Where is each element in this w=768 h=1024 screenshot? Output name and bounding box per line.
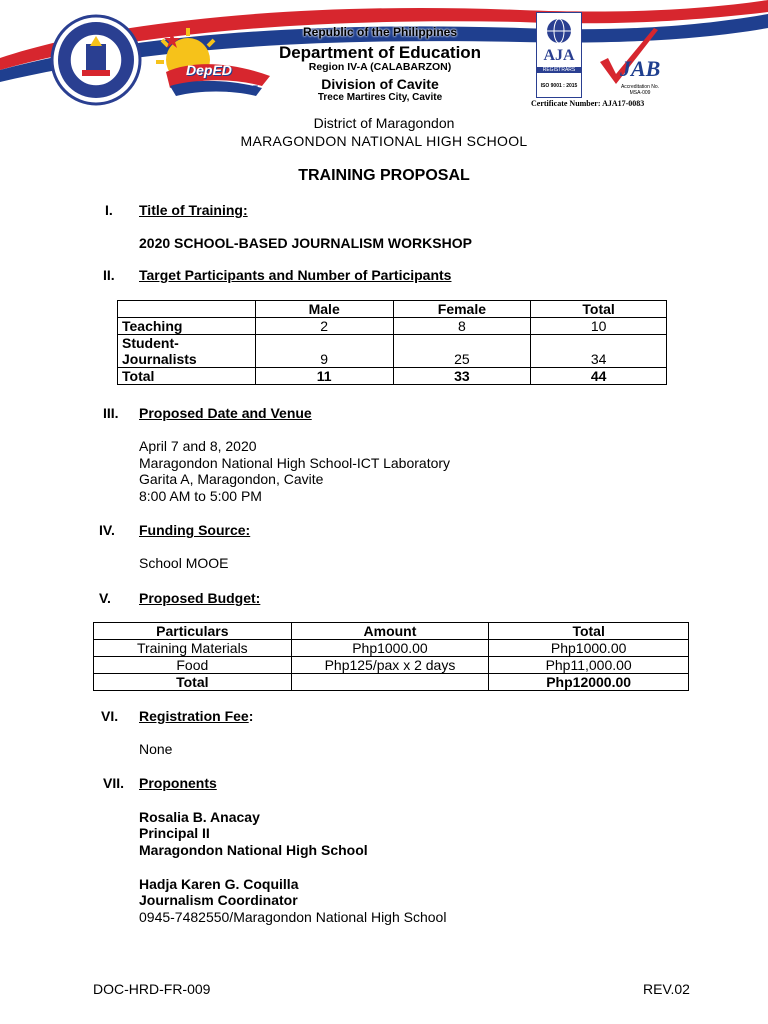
deped-seal-icon — [50, 14, 142, 106]
section-heading-budget: Proposed Budget: — [139, 590, 261, 606]
table-header: Total — [489, 623, 689, 640]
iso-text: ISO 9001 : 2015 — [540, 83, 578, 89]
aja-badge — [536, 12, 582, 98]
table-row — [118, 318, 667, 335]
total-count: 10 — [531, 318, 667, 335]
row-label — [118, 335, 256, 368]
district-name: District of Maragondon — [313, 115, 455, 131]
table-row-total — [94, 674, 689, 691]
row-label: Total — [118, 368, 256, 385]
proponent-position: Principal II — [139, 825, 210, 841]
row-label-line: Journalists — [122, 351, 197, 367]
proponent-name: Rosalia B. Anacay — [139, 809, 260, 825]
proponent-contact: 0945-7482550/Maragondon National High School — [139, 909, 447, 925]
time-text: 8:00 AM to 5:00 PM — [139, 488, 262, 504]
female-count: 25 — [393, 335, 531, 368]
republic-text: Republic of the Philippines — [302, 25, 457, 39]
certificate-number: Certificate Number: AJA17-0083 — [531, 99, 645, 108]
revision-number: REV.02 — [643, 981, 690, 997]
section-number: IV. — [99, 522, 115, 538]
total-count: 44 — [531, 368, 667, 385]
registration-heading-text: Registration Fee — [139, 708, 249, 724]
row-label: Teaching — [118, 318, 256, 335]
table-header: Particulars — [94, 623, 292, 640]
venue-text: Maragondon National High School-ICT Laboratory — [139, 455, 451, 471]
total-count: 34 — [531, 335, 667, 368]
table-header: Male — [255, 301, 393, 318]
jab-text: JAB — [620, 56, 661, 81]
section-heading-title: Title of Training: — [139, 202, 248, 218]
cavite-logo-text: CAVITE — [226, 84, 259, 94]
region-text: Region IV-A (CALABARZON) — [308, 61, 452, 73]
amount — [291, 674, 489, 691]
registration-fee: None — [139, 741, 173, 757]
table-row-total — [118, 368, 667, 385]
particular: Food — [94, 657, 292, 674]
city-text: Trece Martires City, Cavite — [317, 92, 443, 103]
table-row — [118, 335, 667, 368]
training-title: 2020 SCHOOL-BASED JOURNALISM WORKSHOP — [139, 235, 472, 251]
proponent-org: Maragondon National High School — [139, 842, 368, 858]
section-number: V. — [99, 590, 111, 606]
document-title: TRAINING PROPOSAL — [298, 167, 470, 184]
date-text: April 7 and 8, 2020 — [139, 438, 257, 454]
section-heading-proponents: Proponents — [139, 775, 217, 791]
table-row — [94, 657, 689, 674]
section-heading-date-venue: Proposed Date and Venue — [139, 405, 312, 421]
amount: Php1000.00 — [291, 640, 489, 657]
document-code: DOC-HRD-FR-009 — [93, 981, 211, 997]
section-heading-registration — [139, 708, 253, 724]
table-header: Total — [531, 301, 667, 318]
particular: Total — [94, 674, 292, 691]
row-total: Php1000.00 — [489, 640, 689, 657]
table-header-row — [94, 623, 689, 640]
proponent-name: Hadja Karen G. Coquilla — [139, 876, 299, 892]
female-count: 33 — [393, 368, 531, 385]
female-count: 8 — [393, 318, 531, 335]
proponent-position: Journalism Coordinator — [139, 892, 298, 908]
department-name: Department of Education — [278, 43, 482, 62]
row-total: Php11,000.00 — [489, 657, 689, 674]
funding-source: School MOOE — [139, 555, 229, 571]
section-heading-funding: Funding Source: — [139, 522, 251, 538]
section-number: III. — [103, 405, 119, 421]
male-count: 9 — [255, 335, 393, 368]
registration-colon: : — [248, 708, 254, 724]
section-number: VII. — [103, 775, 125, 791]
participants-table — [117, 300, 667, 385]
table-header: Female — [393, 301, 531, 318]
deped-logo-text: DepED — [186, 62, 232, 78]
table-row — [94, 640, 689, 657]
amount: Php125/pax x 2 days — [291, 657, 489, 674]
aja-text: AJA — [543, 47, 575, 64]
grand-total: Php12000.00 — [489, 674, 689, 691]
section-heading-participants: Target Participants and Number of Participants — [139, 267, 452, 283]
table-header: Amount — [291, 623, 489, 640]
jab-accreditation: Accreditation No. MSA-009 — [620, 84, 660, 96]
row-label-line: Student- — [122, 335, 179, 351]
globe-icon — [545, 17, 573, 45]
table-header — [118, 301, 256, 318]
address-text: Garita A, Maragondon, Cavite — [139, 471, 324, 487]
section-number: II. — [103, 267, 115, 283]
division-text: Division of Cavite — [321, 76, 439, 92]
male-count: 11 — [255, 368, 393, 385]
particular: Training Materials — [94, 640, 292, 657]
section-number: VI. — [101, 708, 119, 724]
budget-table — [93, 622, 689, 691]
section-number: I. — [105, 202, 113, 218]
male-count: 2 — [255, 318, 393, 335]
table-header-row — [118, 301, 667, 318]
school-name: MARAGONDON NATIONAL HIGH SCHOOL — [240, 133, 528, 149]
aja-registrars: REGISTRARS — [537, 67, 581, 73]
